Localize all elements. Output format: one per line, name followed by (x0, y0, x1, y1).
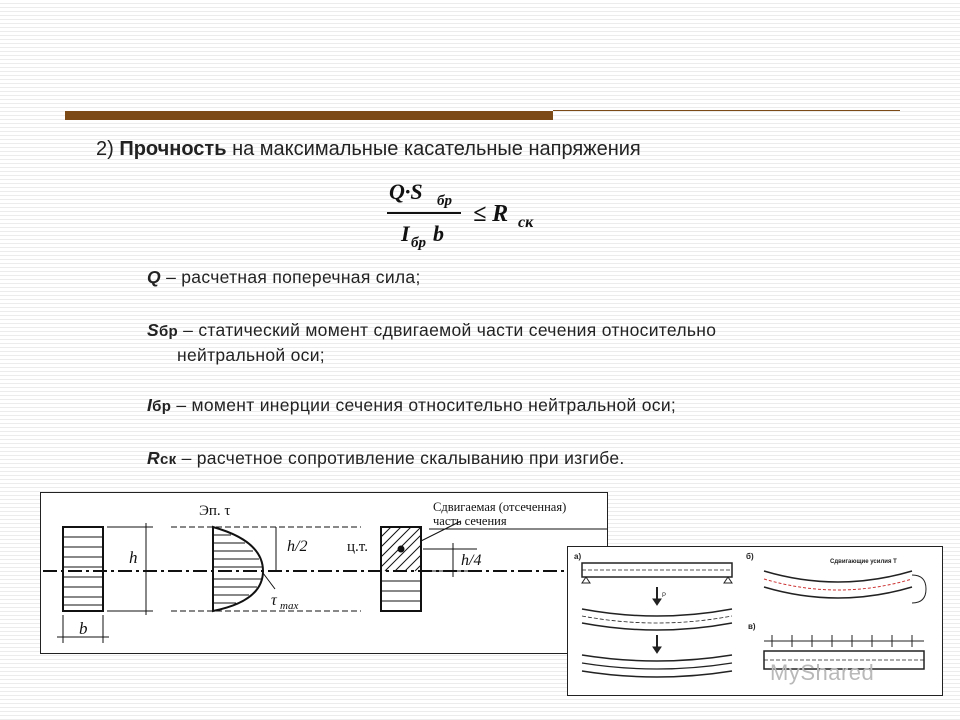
def-r (147, 448, 625, 469)
def-r-symbol: R (147, 448, 160, 468)
label-h4: h/4 (461, 552, 482, 569)
formula-numerator: Q·S (389, 179, 423, 204)
watermark: MyShared (770, 660, 875, 685)
label-h: h (129, 548, 138, 567)
label-b: b (79, 619, 88, 638)
beam-bending-drawing (568, 547, 942, 695)
label-tmax: τ (271, 592, 277, 609)
formula-relation: ≤ R (473, 201, 509, 227)
def-q-symbol: Q (147, 267, 161, 287)
section-stress-figure (40, 492, 608, 654)
label-v: в) (748, 622, 756, 631)
def-r-text: – расчетное сопротивление скалыванию при изгибе. (176, 448, 625, 468)
label-h2: h/2 (287, 538, 308, 555)
label-ct: ц.т. (347, 539, 368, 555)
title-accent-bar (65, 111, 553, 120)
def-s-text-2: нейтральной оси; (177, 345, 325, 365)
def-i-symbol: I (147, 395, 153, 415)
formula-relation-sub: ск (518, 214, 534, 231)
def-q (147, 267, 421, 288)
title-accent-line (553, 110, 900, 111)
def-i (147, 395, 676, 416)
label-tmax-sub: max (280, 600, 299, 612)
def-r-sub: ск (159, 451, 177, 468)
beam-bending-figure (567, 546, 943, 696)
strength-formula (383, 175, 563, 257)
def-s-text: – статический момент сдвигаемой части сечения относительно (178, 320, 717, 340)
heading-bold: Прочность (119, 138, 227, 160)
label-a: а) (574, 552, 582, 561)
def-q-text: – расчетная поперечная сила; (160, 267, 421, 287)
label-p-1: P (662, 593, 667, 599)
formula-denominator-tail: b (433, 221, 444, 246)
def-s-sub: бр (158, 323, 179, 340)
formula-numerator-sub: бр (437, 193, 452, 209)
def-i-text: – момент инерции сечения относительно нейтральной оси; (171, 395, 677, 415)
label-b: б) (746, 552, 754, 561)
heading-number: 2) (96, 138, 120, 160)
formula-denominator: I (401, 221, 410, 246)
label-forces: Сдвигающие усилия T (830, 559, 897, 565)
slide-heading (96, 138, 641, 161)
formula-denominator-sub: бр (411, 235, 426, 251)
def-s (147, 320, 716, 366)
heading-rest: на максимальные касательные напряжения (226, 138, 641, 160)
label-cut-2: часть сечения (433, 514, 507, 528)
section-stress-drawing (41, 493, 607, 653)
label-cut-1: Сдвигаемая (отсеченная) (433, 500, 567, 514)
def-i-sub: бр (152, 398, 172, 415)
def-s-symbol: S (147, 320, 159, 340)
label-ep: Эп. τ (199, 503, 231, 519)
